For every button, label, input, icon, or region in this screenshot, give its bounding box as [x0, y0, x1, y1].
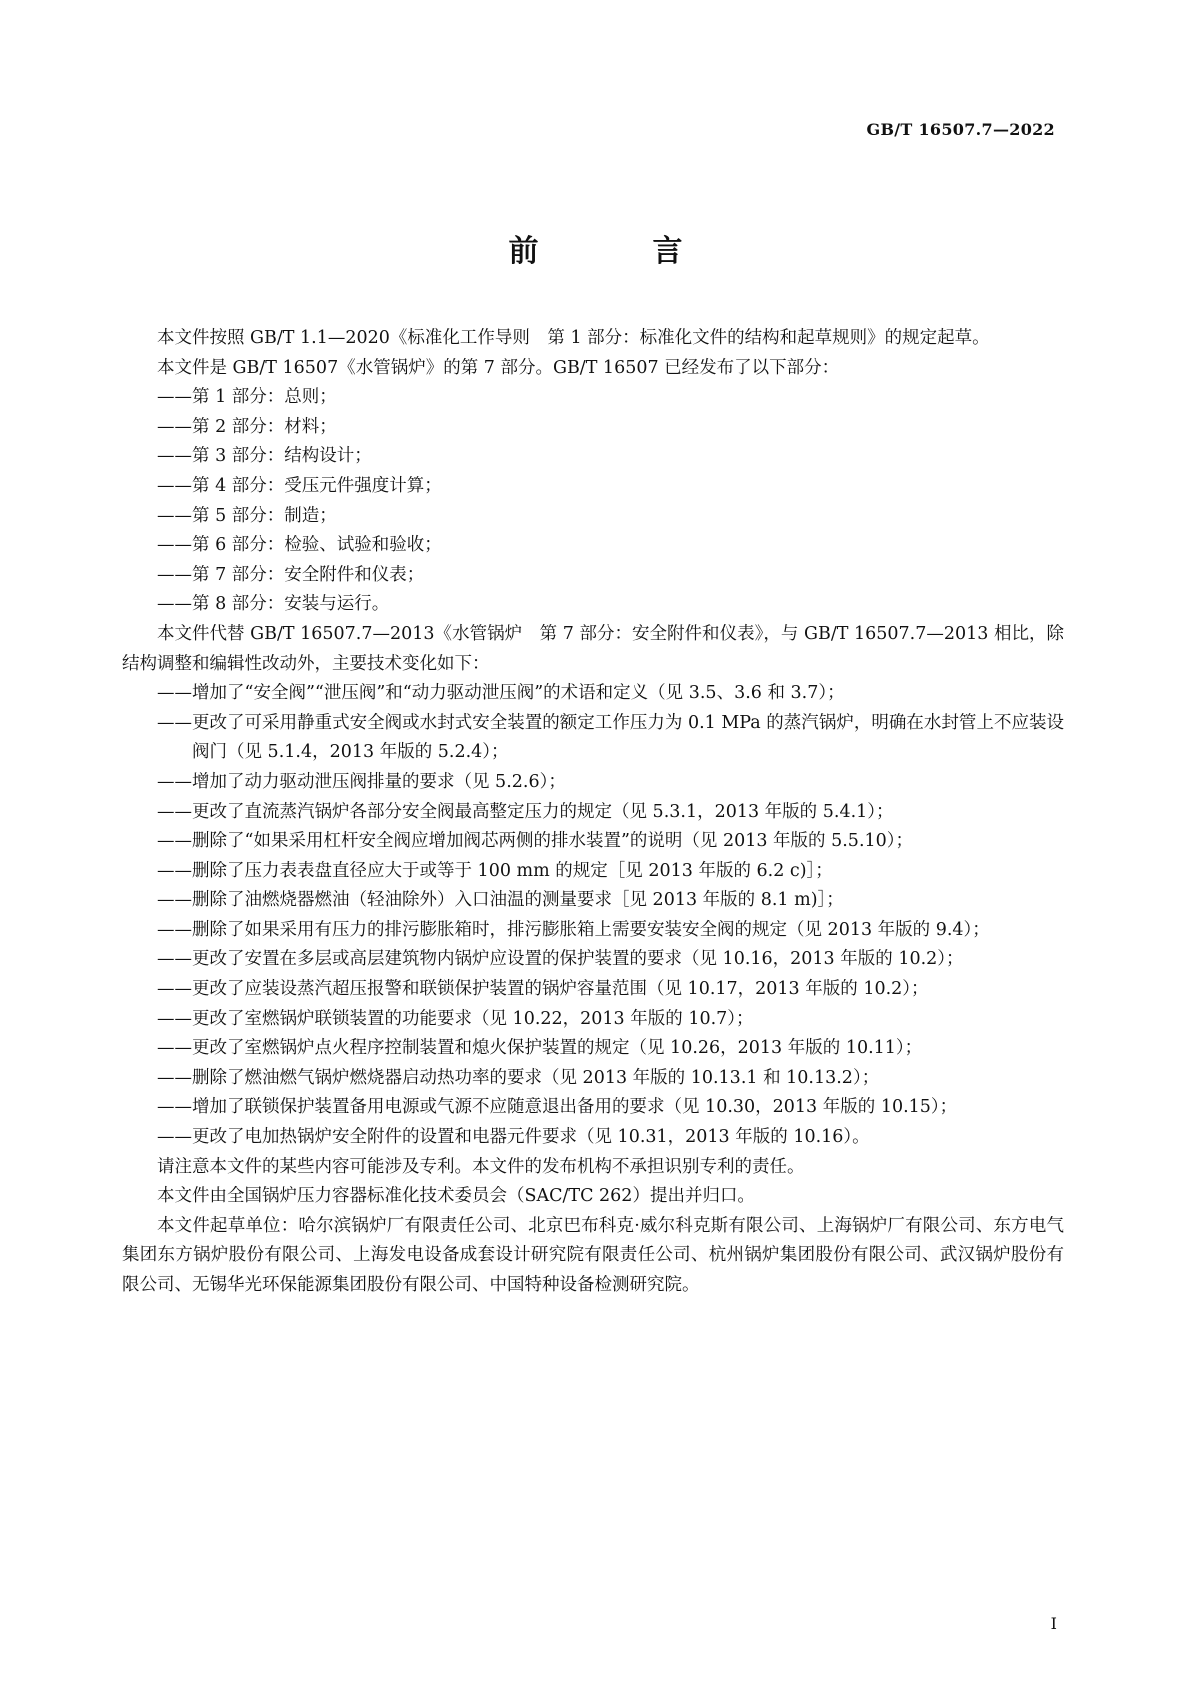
- list-item: —— 第 7 部分：安全附件和仪表；: [122, 561, 1064, 591]
- paragraph-series-intro: 本文件是 GB/T 16507《水管锅炉》的第 7 部分。GB/T 16507 已经发布了以下部分：: [157, 357, 840, 378]
- list-item: —— 增加了“安全阀”“泄压阀”和“动力驱动泄压阀”的术语和定义（见 3.5、3.6 和 3.7）；: [122, 679, 1064, 709]
- list-item: —— 更改了直流蒸汽锅炉各部分安全阀最高整定压力的规定（见 5.3.1，2013 年版的 5.4.1）；: [122, 798, 1064, 828]
- document-body: [122, 324, 1064, 1301]
- paragraph-drafting-basis: 本文件按照 GB/T 1.1—2020《标准化工作导则 第 1 部分：标准化文件的结构和起草规则》的规定起草。: [157, 328, 990, 348]
- dash-marker: ——: [157, 979, 192, 1000]
- list-item: —— 删除了压力表表盘直径应大于或等于 100 mm 的规定［见 2013 年版的 6.2 c)］；: [122, 857, 1064, 887]
- parts-list: [122, 383, 1064, 620]
- dash-marker: ——: [157, 949, 192, 970]
- page-title: 前 言: [508, 234, 725, 269]
- page-number: I: [1050, 1614, 1057, 1633]
- list-item: —— 更改了电加热锅炉安全附件的设置和电器元件要求（见 10.31，2013 年版的 10.16）。: [122, 1123, 1064, 1153]
- dash-marker: ——: [157, 1097, 192, 1118]
- list-item: —— 更改了室燃锅炉点火程序控制装置和熄火保护装置的规定（见 10.26，2013 年版的 10.11）；: [122, 1034, 1064, 1064]
- list-item: —— 删除了如果采用有压力的排污膨胀箱时，排污膨胀箱上需要安装安全阀的规定（见 2013 年版的 9.4）；: [122, 916, 1064, 946]
- dash-marker: ——: [157, 535, 192, 556]
- list-item: —— 第 6 部分：检验、试验和验收；: [122, 531, 1064, 561]
- list-item: —— 删除了燃油燃气锅炉燃烧器启动热功率的要求（见 2013 年版的 10.13.1 和 10.13.2）；: [122, 1064, 1064, 1094]
- dash-marker: ——: [157, 860, 192, 881]
- list-item: —— 第 2 部分：材料；: [122, 413, 1064, 443]
- paragraph-patent-notice: 请注意本文件的某些内容可能涉及专利。本文件的发布机构不承担识别专利的责任。: [157, 1156, 805, 1177]
- dash-marker: ——: [157, 771, 192, 792]
- paragraph-drafting-units: 本文件起草单位：哈尔滨锅炉厂有限责任公司、北京巴布科克·威尔科克斯有限公司、上海锅炉厂有限公司、东方电气集团东方锅炉股份有限公司、上海发电设备成套设计研究院有限责任公司、杭州锅炉集团股份有限公司、武汉锅炉股份有限公司、无锡华光环保能源集团股份有限公司、中国特种设备检测研究院。: [122, 1215, 1064, 1295]
- dash-marker: ——: [157, 387, 192, 408]
- dash-marker: ——: [157, 1067, 192, 1088]
- dash-marker: ——: [157, 919, 192, 940]
- list-item: —— 第 3 部分：结构设计；: [122, 442, 1064, 472]
- dash-marker: ——: [157, 712, 192, 733]
- list-item: —— 第 5 部分：制造；: [122, 502, 1064, 532]
- list-item: —— 第 4 部分：受压元件强度计算；: [122, 472, 1064, 502]
- changes-list: [122, 679, 1064, 1153]
- list-item: —— 更改了应装设蒸汽超压报警和联锁保护装置的锅炉容量范围（见 10.17，2013 年版的 10.2）；: [122, 975, 1064, 1005]
- list-item: —— 删除了“如果采用杠杆安全阀应增加阀芯两侧的排水装置”的说明（见 2013 年版的 5.5.10）；: [122, 827, 1064, 857]
- dash-marker: ——: [157, 831, 192, 852]
- dash-marker: ——: [157, 594, 192, 615]
- dash-marker: ——: [157, 683, 192, 704]
- list-item: —— 第 8 部分：安装与运行。: [122, 590, 1064, 620]
- list-item: —— 删除了油燃烧器燃油（轻油除外）入口油温的测量要求［见 2013 年版的 8.1 m)］；: [122, 886, 1064, 916]
- dash-marker: ——: [157, 416, 192, 437]
- list-item: —— 更改了可采用静重式安全阀或水封式安全装置的额定工作压力为 0.1 MPa 的蒸汽锅炉，明确在水封管上不应装设阀门（见 5.1.4，2013 年版的 5.2.4）；: [122, 709, 1064, 768]
- dash-marker: ——: [157, 801, 192, 822]
- list-item: —— 更改了安置在多层或高层建筑物内锅炉应设置的保护装置的要求（见 10.16，2013 年版的 10.2）；: [122, 945, 1064, 975]
- dash-marker: ——: [157, 505, 192, 526]
- standard-code: GB/T 16507.7—2022: [866, 120, 1055, 139]
- list-item: —— 第 1 部分：总则；: [122, 383, 1064, 413]
- dash-marker: ——: [157, 1008, 192, 1029]
- list-item: —— 增加了联锁保护装置备用电源或气源不应随意退出备用的要求（见 10.30，2013 年版的 10.15）；: [122, 1093, 1064, 1123]
- dash-marker: ——: [157, 1127, 192, 1148]
- dash-marker: ——: [157, 446, 192, 467]
- dash-marker: ——: [157, 890, 192, 911]
- paragraph-proposer: 本文件由全国锅炉压力容器标准化技术委员会（SAC/TC 262）提出并归口。: [157, 1186, 755, 1207]
- list-item: —— 增加了动力驱动泄压阀排量的要求（见 5.2.6）；: [122, 768, 1064, 798]
- dash-marker: ——: [157, 564, 192, 585]
- dash-marker: ——: [157, 1038, 192, 1059]
- list-item: —— 更改了室燃锅炉联锁装置的功能要求（见 10.22，2013 年版的 10.7）；: [122, 1005, 1064, 1035]
- paragraph-replacement: 本文件代替 GB/T 16507.7—2013《水管锅炉 第 7 部分：安全附件和仪表》，与 GB/T 16507.7—2013 相比，除结构调整和编辑性改动外，主要技术变化如下：: [122, 623, 1064, 674]
- dash-marker: ——: [157, 475, 192, 496]
